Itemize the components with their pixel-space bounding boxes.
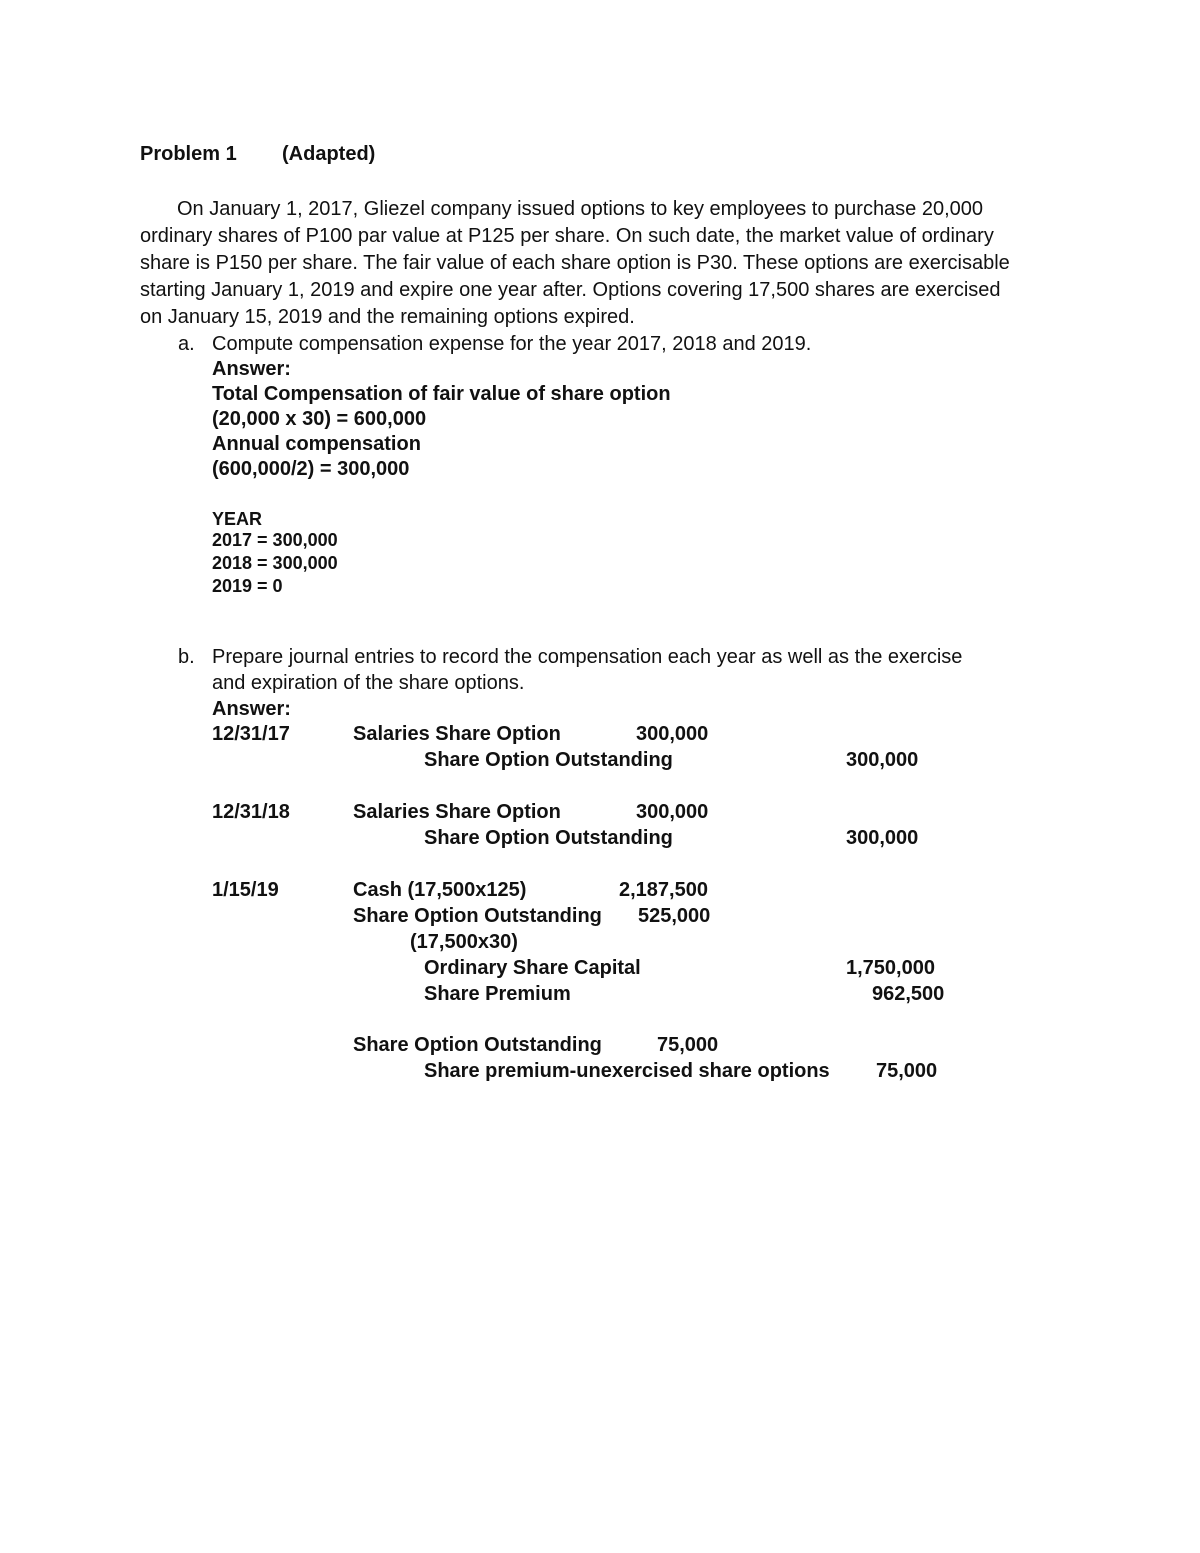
entry-1-credit-account: Share Option Outstanding — [424, 749, 673, 771]
entry-3-debit-1-account: Cash (17,500x125) — [353, 879, 527, 901]
entry-3-debit-1-amount: 2,187,500 — [619, 879, 708, 901]
entry-1-debit-amount: 300,000 — [636, 723, 709, 745]
intro-line-2: ordinary shares of P100 par value at P125 per share. On such date, the market value of ordinary — [140, 225, 994, 247]
entry-2-credit-amount: 300,000 — [846, 827, 919, 849]
entry-4-debit-amount: 75,000 — [657, 1034, 719, 1056]
part-b-marker: b. — [178, 646, 195, 668]
part-a-marker: a. — [178, 333, 195, 355]
intro-line-1: On January 1, 2017, Gliezel company issued options to key employees to purchase 20,000 — [177, 198, 984, 220]
intro-line-3: share is P150 per share. The fair value of each share option is P30. These options are exercisable — [140, 252, 1010, 274]
entry-1-date: 12/31/17 — [212, 723, 290, 745]
part-b-question-line-1: Prepare journal entries to record the compensation each year as well as the exercise — [212, 646, 963, 668]
entry-3-credit-2-account: Share Premium — [424, 983, 571, 1005]
entry-4-credit-amount: 75,000 — [876, 1060, 938, 1082]
entry-2-debit-amount: 300,000 — [636, 801, 709, 823]
intro-line-4: starting January 1, 2019 and expire one year after. Options covering 17,500 shares are exercised — [140, 279, 1001, 301]
part-a-total-calc: (20,000 x 30) = 600,000 — [212, 408, 427, 430]
part-b-question-line-2: and expiration of the share options. — [212, 672, 525, 694]
entry-1-credit-amount: 300,000 — [846, 749, 919, 771]
entry-4-credit-account: Share premium-unexercised share options — [424, 1060, 830, 1082]
year-2018: 2018 = 300,000 — [212, 553, 338, 573]
year-heading: YEAR — [212, 509, 263, 529]
part-a-question: Compute compensation expense for the year 2017, 2018 and 2019. — [212, 333, 812, 355]
problem-tag: (Adapted) — [282, 143, 376, 165]
entry-2-debit-account: Salaries Share Option — [353, 801, 561, 823]
part-a-annual-label: Annual compensation — [212, 433, 421, 455]
entry-3-debit-2-amount: 525,000 — [638, 905, 711, 927]
year-2019: 2019 = 0 — [212, 576, 283, 596]
entry-4-debit-account: Share Option Outstanding — [353, 1034, 602, 1056]
entry-3-credit-2-amount: 962,500 — [872, 983, 945, 1005]
entry-3-debit-2-account: Share Option Outstanding — [353, 905, 602, 927]
part-a-total-label: Total Compensation of fair value of share option — [212, 383, 671, 405]
intro-line-5: on January 15, 2019 and the remaining options expired. — [140, 306, 635, 328]
problem-title: Problem 1 — [140, 143, 237, 165]
entry-2-credit-account: Share Option Outstanding — [424, 827, 673, 849]
entry-3-debit-2-note: (17,500x30) — [410, 931, 518, 953]
part-b-answer-label: Answer: — [212, 698, 291, 720]
entry-3-date: 1/15/19 — [212, 879, 279, 901]
entry-1-debit-account: Salaries Share Option — [353, 723, 561, 745]
entry-2-date: 12/31/18 — [212, 801, 290, 823]
part-a-annual-calc: (600,000/2) = 300,000 — [212, 458, 410, 480]
entry-3-credit-1-account: Ordinary Share Capital — [424, 957, 641, 979]
part-a-answer-label: Answer: — [212, 358, 291, 380]
year-2017: 2017 = 300,000 — [212, 530, 338, 550]
entry-3-credit-1-amount: 1,750,000 — [846, 957, 935, 979]
